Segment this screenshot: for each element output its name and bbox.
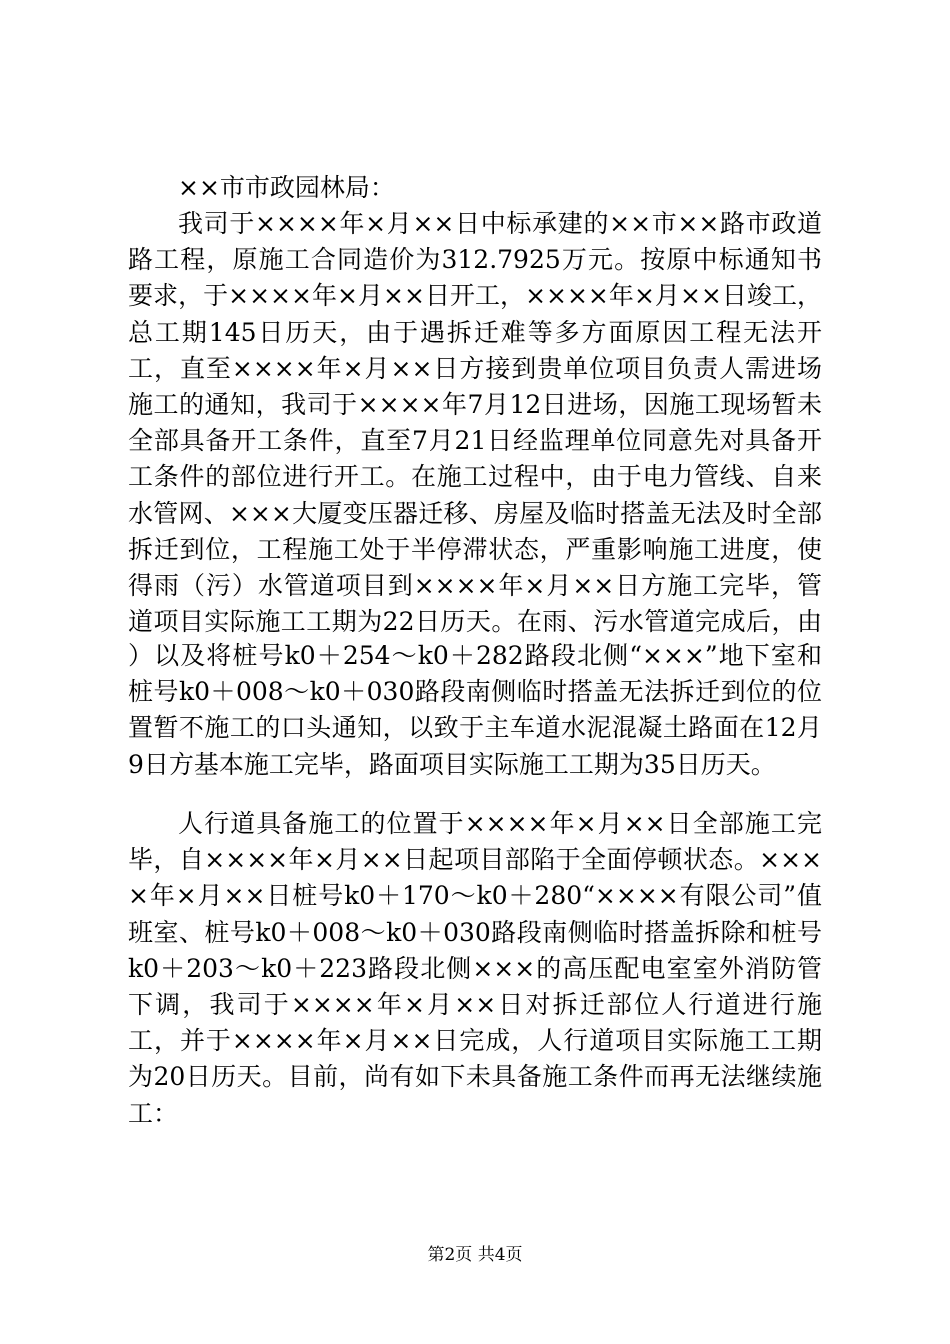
body-paragraph-1-continued: ）以及将桩号k0＋254～k0＋282路段北侧“×××”地下室和桩号k0＋008～k0＋030路段南侧临时搭盖无法拆迁到位的位置暂不施工的口头通知，以致于主车道水泥混凝土路面在12月9日方基本施工完毕，路面项目实际施工工期为35日历天。 (128, 641, 822, 779)
salutation: ××市市政园林局： (178, 173, 395, 202)
page-footer: 第2页 共4页 (427, 1245, 523, 1265)
body-paragraph-2: 人行道具备施工的位置于××××年×月××日全部施工完毕，自××××年×月××日起项目部陷于全面停顿状态。××××年×月××日桩号k0＋170～k0＋280“××××有限公司”值班室、桩号k0＋008～k0＋030路段南侧临时搭盖拆除和桩号k0＋203～k0＋223路段北侧×××的高压配电室室外消防管下调，我司于××××年×月××日对拆迁部位人行道进行施工，并于××××年×月××日完成，人行道项目实际施工工期为20日历天。目前，尚有如下未具备施工条件而再无法继续施工： (128, 809, 822, 1128)
body-paragraph-1: 我司于××××年×月××日中标承建的××市××路市政道路工程，原施工合同造价为312.7925万元。按原中标通知书要求，于××××年×月××日开工，××××年×月××日竣工，总工期145日历天，由于遇拆迁难等多方面原因工程无法开工，直至××××年×月××日方接到贵单位项目负责人需进场施工的通知，我司于××××年7月12日进场，因施工现场暂未全部具备开工条件，直至7月21日经监理单位同意先对具备开工条件的部位进行开工。在施工过程中，由于电力管线、自来水管网、×××大厦变压器迁移、房屋及临时搭盖无法及时全部拆迁到位，工程施工处于半停滞状态，严重影响施工进度，使得雨（污）水管道项目到××××年×月××日方施工完毕，管道项目实际施工工期为22日历天。在雨、污水管道完成后，由 (128, 209, 822, 637)
